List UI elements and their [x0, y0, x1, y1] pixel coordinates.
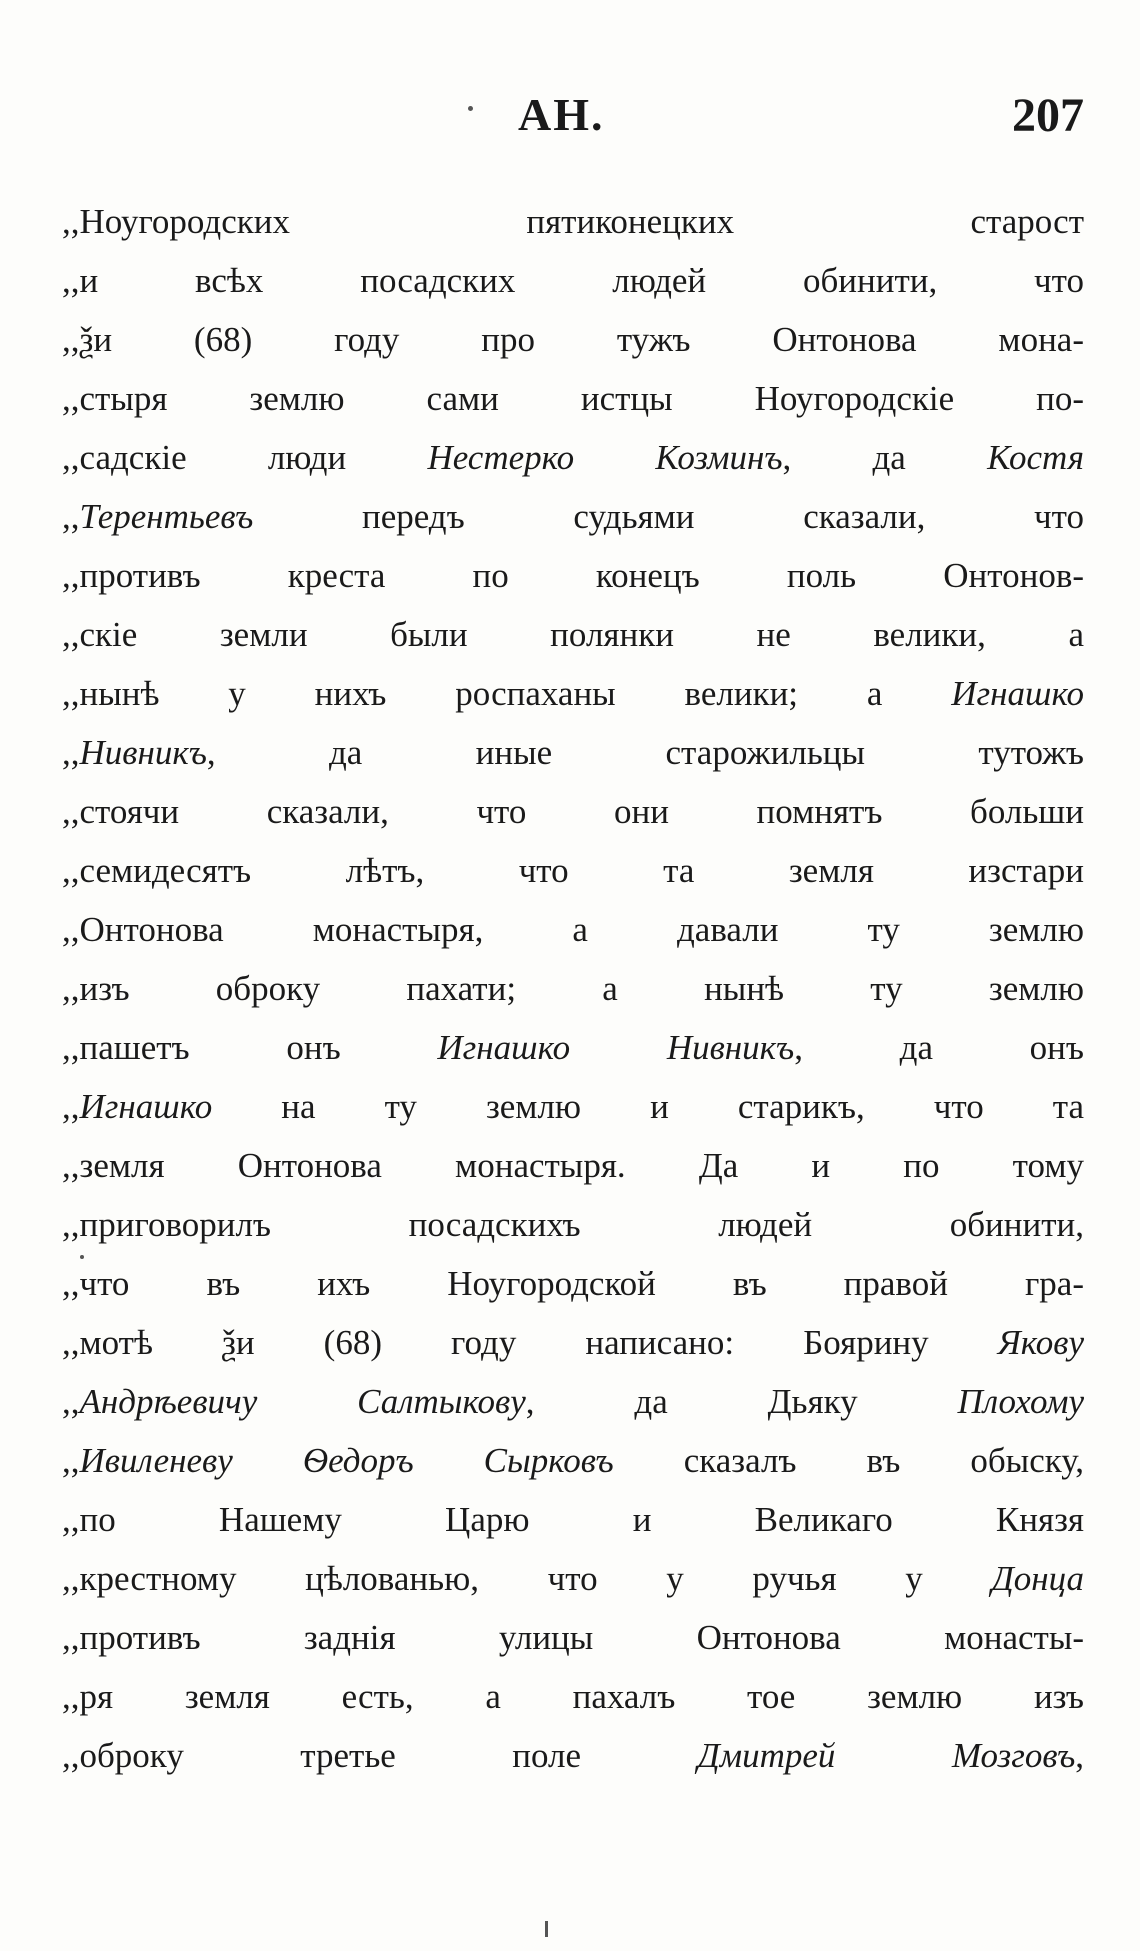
text-line: [62, 369, 1084, 428]
text-line: [62, 1549, 1084, 1608]
line-text: ,,и всѣх посадских людей обинити, что: [62, 261, 1084, 300]
italic-name-text: Костя: [987, 438, 1084, 477]
text-line: [62, 192, 1084, 251]
line-text: ,: [1075, 1736, 1084, 1775]
text-line: [62, 546, 1084, 605]
italic-name-text: Дмитрей Мозговъ: [697, 1736, 1076, 1775]
text-line: [62, 605, 1084, 664]
scan-mark: [545, 1921, 548, 1937]
line-text: ,,Ноугородских пятиконецких старост: [62, 202, 1084, 241]
text-line: [62, 1136, 1084, 1195]
text-line: [62, 900, 1084, 959]
text-line: [62, 1195, 1084, 1254]
italic-name-text: Якову: [997, 1323, 1084, 1362]
text-line: [62, 1313, 1084, 1372]
line-text: ,,мотѣ ѯи (68) году написано: Боярину: [62, 1323, 998, 1362]
text-line: [62, 251, 1084, 310]
line-text: ,,оброку третье поле: [62, 1736, 698, 1775]
line-text: , да иные старожильцы тутожъ: [206, 733, 1084, 772]
scan-speck: [80, 1255, 84, 1259]
line-text: на ту землю и старикъ, что та: [212, 1087, 1084, 1126]
line-text: ,,по Нашему Царю и Великаго Князя: [62, 1500, 1084, 1539]
line-text: ,,земля Онтонова монастыря. Да и по тому: [62, 1146, 1084, 1185]
line-text: ,,: [62, 497, 80, 536]
text-line: [62, 310, 1084, 369]
line-text: ,,садскіе люди: [62, 438, 428, 477]
italic-name-text: Игнашко Нивникъ: [437, 1028, 795, 1067]
line-text: ,,изъ оброку пахати; а нынѣ ту землю: [62, 969, 1084, 1008]
line-text: ,,стоячи сказали, что они помнятъ больши: [62, 792, 1084, 831]
italic-name-text: Игнашко: [79, 1087, 213, 1126]
line-text: ,,противъ заднія улицы Онтонова монасты-: [62, 1618, 1084, 1657]
line-text: передъ судьями сказали, что: [253, 497, 1084, 536]
italic-name-text: Нестерко Козминъ: [427, 438, 783, 477]
body-text: [62, 192, 1084, 1785]
text-line: [62, 1077, 1084, 1136]
text-line: [62, 1726, 1084, 1785]
text-line: [62, 1490, 1084, 1549]
text-line: [62, 428, 1084, 487]
text-line: [62, 1608, 1084, 1667]
line-text: ,,что въ ихъ Ноугородской въ правой гра-: [62, 1264, 1084, 1303]
line-text: ,,крестному цѣлованью, что у ручья у: [62, 1559, 992, 1598]
line-text: ,,скіе земли были полянки не велики, а: [62, 615, 1084, 654]
text-line: [62, 841, 1084, 900]
text-line: [62, 1431, 1084, 1490]
text-line: [62, 664, 1084, 723]
line-text: ,,противъ креста по конецъ поль Онтонов-: [62, 556, 1084, 595]
text-line: [62, 1372, 1084, 1431]
line-text: ,,ря земля есть, а пахалъ тое землю изъ: [62, 1677, 1084, 1716]
text-line: [62, 723, 1084, 782]
line-text: ,,: [62, 1087, 80, 1126]
italic-name-text: Андрѣевичу Салтыкову: [79, 1382, 526, 1421]
text-line: [62, 1018, 1084, 1077]
line-text: ,,семидесятъ лѣтъ, что та земля изстари: [62, 851, 1084, 890]
line-text: ,,: [62, 1382, 80, 1421]
line-text: сказалъ въ обыску,: [613, 1441, 1084, 1480]
text-line: [62, 487, 1084, 546]
italic-name-text: Плохому: [957, 1382, 1084, 1421]
page-header: [0, 88, 1140, 148]
text-line: [62, 782, 1084, 841]
text-line: [62, 1667, 1084, 1726]
running-title: АН.: [518, 89, 605, 140]
line-text: ,,: [62, 733, 80, 772]
line-text: ,,Онтонова монастыря, а давали ту землю: [62, 910, 1084, 949]
text-line: [62, 1254, 1084, 1313]
line-text: , да онъ: [794, 1028, 1084, 1067]
line-text: ,,стыря землю сами истцы Ноугородскіе по-: [62, 379, 1084, 418]
italic-name-text: Донца: [991, 1559, 1084, 1598]
line-text: ,,нынѣ у нихъ роспаханы велики; а: [62, 674, 952, 713]
line-text: ,,приговорилъ посадскихъ людей обинити,: [62, 1205, 1084, 1244]
italic-name-text: Терентьевъ: [79, 497, 254, 536]
line-text: , да: [782, 438, 988, 477]
italic-name-text: Нивникъ: [79, 733, 207, 772]
line-text: ,,: [62, 1441, 80, 1480]
page-number: 207: [1012, 89, 1084, 142]
text-line: [62, 959, 1084, 1018]
line-text: ,,ѯи (68) году про тужъ Онтонова мона-: [62, 320, 1084, 359]
line-text: ,,пашетъ онъ: [62, 1028, 438, 1067]
italic-name-text: Ивиленеву Ѳедоръ Сырковъ: [79, 1441, 614, 1480]
scan-speck: [468, 106, 473, 111]
italic-name-text: Игнашко: [951, 674, 1084, 713]
line-text: , да Дьяку: [525, 1382, 958, 1421]
